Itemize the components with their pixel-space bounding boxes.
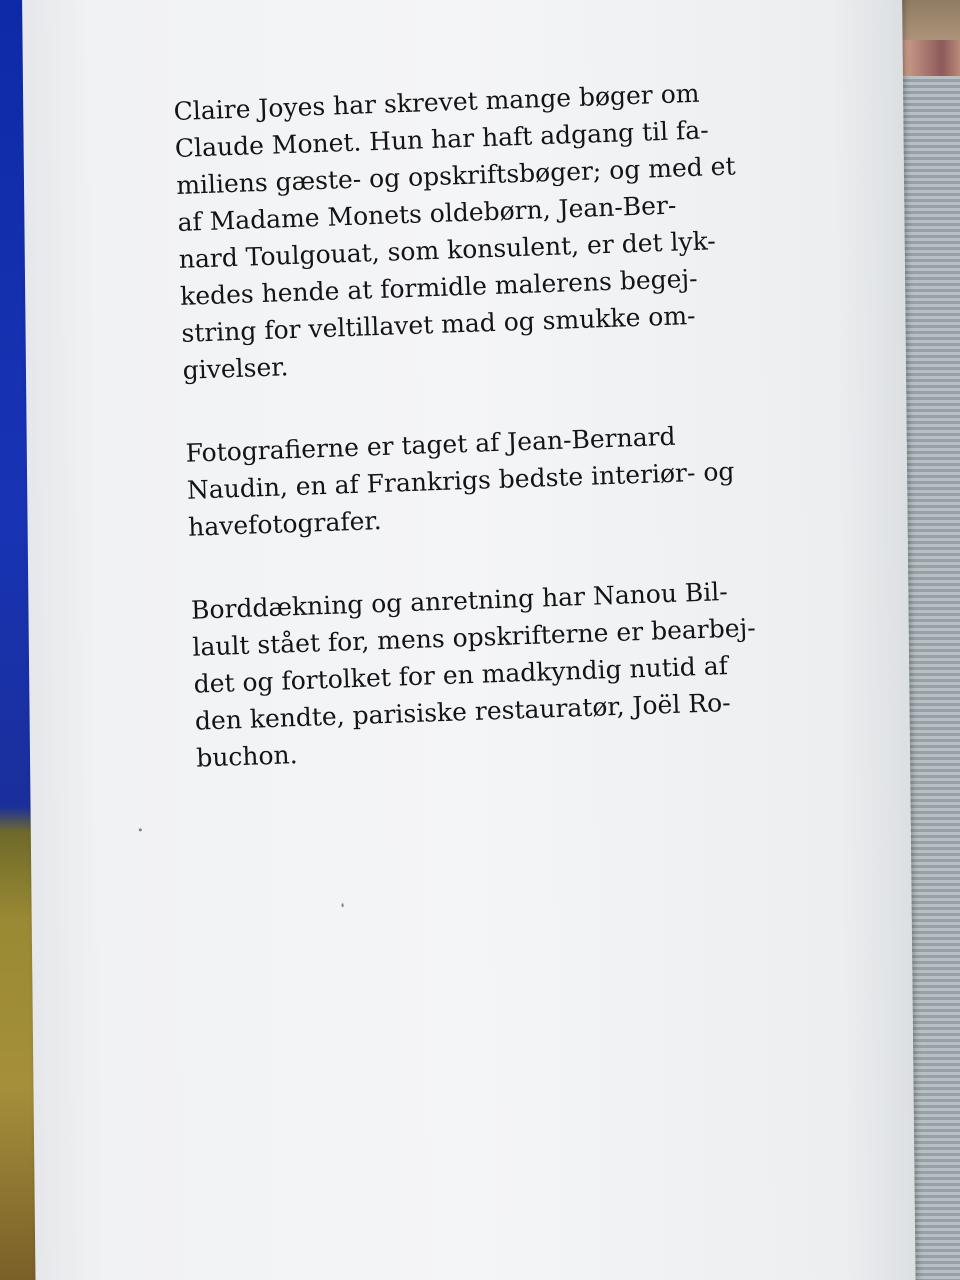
paragraph-table-setting: Borddækning og anretning har Nanou Bil- lault stået for, mens opskrifterne er bearbej- det og fortolket for en madkyndig nutid af den kendte, parisiske restauratør, Joël Ro- buchon. — [190, 576, 757, 773]
paragraph-author: Claire Joyes har skrevet mange bøger om Claude Monet. Hun har haft adgang til fa- miliens gæste- og opskriftsbøger; og med et af Madame Monets oldebørn, Jean-Ber- nard Toulgouat, som konsulent, er det lyk- kedes hende at formidle malerens begej- string for veltillavet mad og smukke om- givelser. — [173, 78, 736, 385]
paper-speck — [139, 828, 142, 831]
book-page — [22, 0, 916, 1280]
paper-speck — [342, 903, 344, 907]
page-text-block — [173, 72, 788, 822]
paragraph-photographer: Fotografierne er taget af Jean-Bernard Naudin, en af Frankrigs bedste interiør- og havefotografer. — [185, 421, 735, 542]
